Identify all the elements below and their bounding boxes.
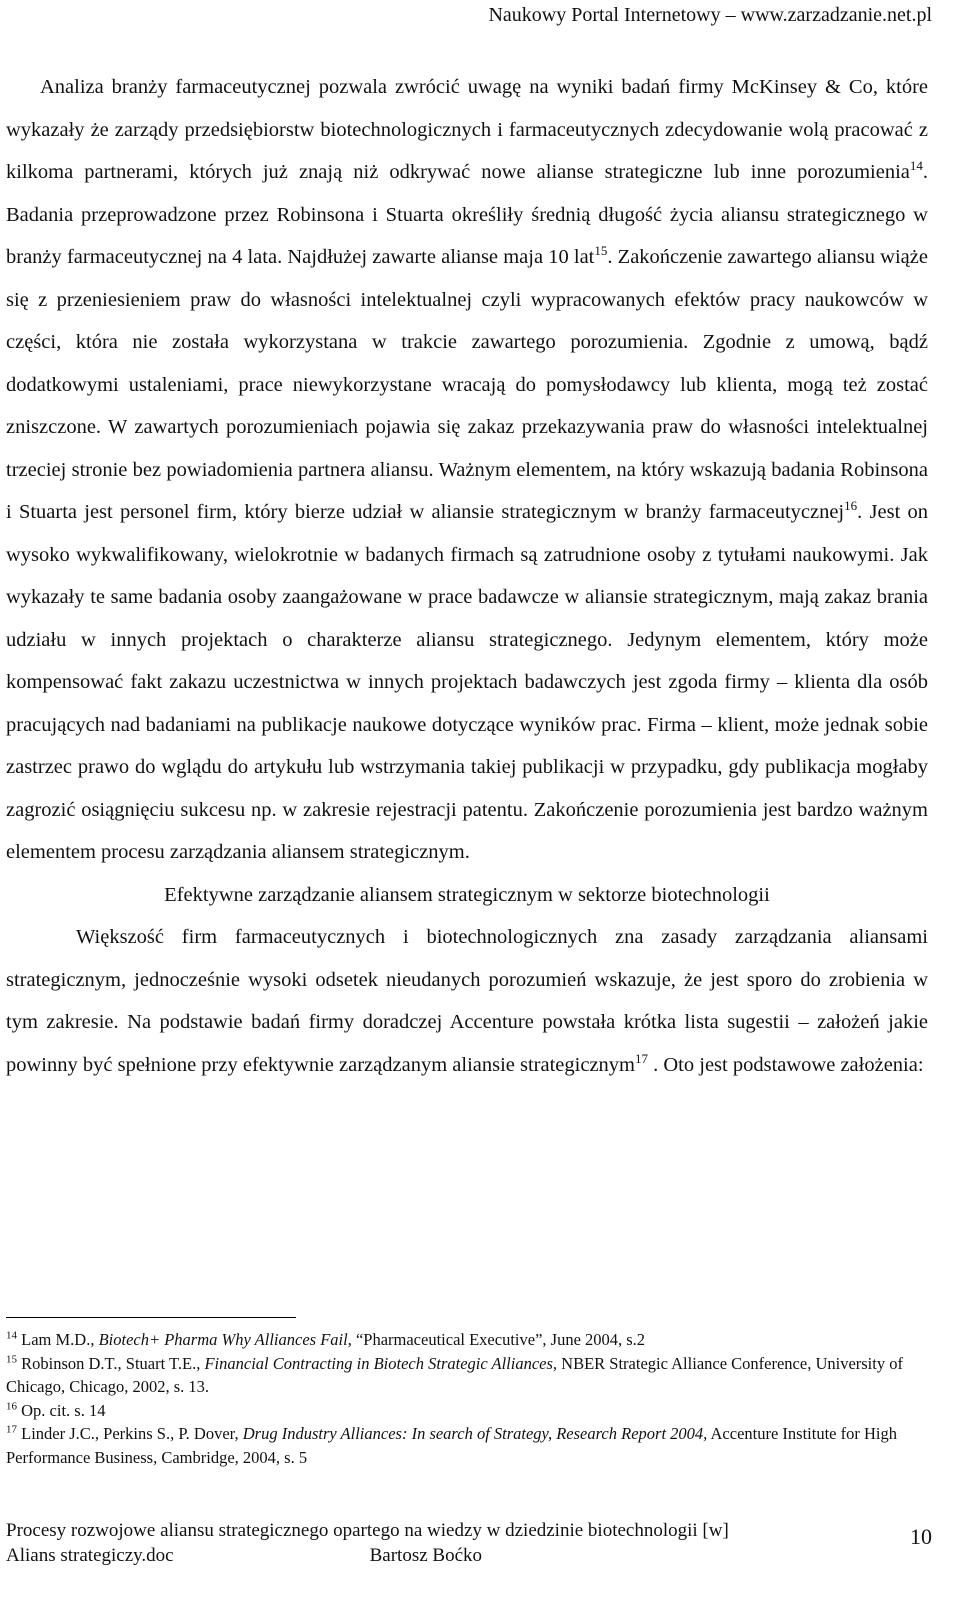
footnote-text: NBER Strategic Alliance Conference, University of Chicago, Chicago, 2002, s. 13.: [6, 1353, 903, 1396]
paragraph-alliance-research: [6, 66, 928, 874]
footnote-item: [6, 1399, 928, 1423]
section-heading: Efektywne zarządzanie aliansem strategicznym w sektorze biotechnologii: [164, 883, 770, 906]
footer-meta: [6, 1543, 886, 1568]
footnote-number: 17: [6, 1423, 17, 1436]
paragraph-text: . Badania przeprowadzone przez Robinsona i Stuarta określiły średnią długość życia aliansu strategicznego w branży farmaceutycznej na 4 lata. Najdłużej zawarte alianse maja 10 lat: [6, 161, 928, 268]
footnote-title: Financial Contracting in Biotech Strategic Alliances,: [204, 1353, 558, 1373]
footnote-item: [6, 1352, 928, 1399]
footer-title: Procesy rozwojowe aliansu strategicznego opartego na wiedzy w dziedzinie biotechnologii [w]: [6, 1520, 729, 1541]
footnotes: [6, 1328, 928, 1469]
footnote-text: , “Pharmaceutical Executive”, June 2004, s.2: [347, 1330, 646, 1349]
footnote-text: Op. cit. s. 14: [17, 1400, 106, 1420]
page-footer: [6, 1518, 886, 1568]
footnote-separator: [6, 1317, 296, 1318]
footnote-number: 16: [6, 1400, 17, 1412]
footnote-text: Linder J.C., Perkins S., P. Dover,: [17, 1424, 243, 1443]
paragraph-text: . Zakończenie zawartego aliansu wiąże się z przeniesieniem praw do własności intelektualnej czyli wypracowanych efektów pracy naukowców w części, która nie została wykorzystana w trakcie zawartego porozumienia. Zgodnie z umową, bądź dodatkowymi ustaleniami, prace niewykorzystane wracają do pomysłodawcy lub klienta, mogą też zostać zniszczone. W zawartych porozumieniach pojawia się zakaz przekazywania praw do własności intelektualnej trzeciej stronie bez powiadomienia partnera aliansu. Ważnym elementem, na który wskazują badania Robinsona i Stuarta jest personel firm, który bierze udział w aliansie strategicznym w branży farmaceutycznej: [6, 246, 928, 523]
footnote-text: Accenture Institute for High Performance Business, Cambridge, 2004, s. 5: [6, 1424, 897, 1467]
footnote-number: 14: [6, 1329, 17, 1342]
body-text: [6, 66, 928, 1086]
footnote-title: Drug Industry Alliances: In search of Strategy, Research Report 2004,: [242, 1424, 708, 1443]
footnote-title: Biotech+ Pharma Why Alliances Fail: [98, 1330, 348, 1349]
footnote-text: Robinson D.T., Stuart T.E.,: [17, 1353, 205, 1373]
footer-author: Bartosz Boćko: [369, 1545, 483, 1566]
footnote-item: [6, 1328, 928, 1352]
footnote-item: [6, 1422, 928, 1469]
paragraph-text: . Jest on wysoko wykwalifikowany, wielokrotnie w badanych firmach są zatrudnione osoby z tytułami naukowymi. Jak wykazały te same badania osoby zaangażowane w prace badawcze w aliansie strategicznym, mają zakaz brania udziału w innych projektach o charakterze aliansu strategicznego. Jedynym elementem, który może kompensować fakt zakazu uczestnictwa w innych projektach badawczych jest zgoda firmy – klienta dla osób pracujących nad badaniami na publikacje naukowe dotyczące wyników prac. Firma – klient, może jednak sobie zastrzec prawo do wglądu do artykułu lub wstrzymania takiej publikacji w przypadku, gdy publikacja mogłaby zagrozić osiągnięciu sukcesu np. w zakresie rejestracji patentu. Zakończenie porozumienia jest bardzo ważnym elementem procesu zarządzania aliansem strategicznym.: [6, 501, 929, 863]
footnote-ref[interactable]: 15: [594, 243, 608, 259]
footnote-ref[interactable]: 16: [844, 498, 858, 514]
paragraph-text: Analiza branży farmaceutycznej pozwala zwrócić uwagę na wyniki badań firmy McKinsey & Co, które wykazały że zarządy przedsiębiorstw biotechnologicznych i farmaceutycznych zdecydowanie wolą pracować z kilkoma partnerami, których już znają niż odkrywać nowe alianse strategiczne lub inne porozumienia: [6, 76, 928, 183]
paragraph-text: Większość firm farmaceutycznych i biotechnologicznych zna zasady zarządzania aliansami strategicznym, jednocześnie wysoki odsetek nieudanych porozumień wskazuje, że jest sporo do zrobienia w tym zakresie. Na podstawie badań firmy doradczej Accenture powstała krótka lista sugestii – założeń jakie powinny być spełnione przy efektywnie zarządzanym aliansie strategicznym: [6, 926, 928, 1076]
paragraph-text: . Oto jest podstawowe założenia:: [648, 1053, 924, 1076]
page-header: Naukowy Portal Internetowy – www.zarzadzanie.net.pl: [488, 4, 932, 26]
paragraph-management: [6, 916, 928, 1086]
page-number: 10: [910, 1524, 932, 1549]
footer-filename: Alians strategiczy.doc: [6, 1545, 174, 1566]
footnote-ref[interactable]: 14: [909, 158, 923, 174]
footnote-ref[interactable]: 17: [635, 1050, 648, 1066]
footnote-text: Lam M.D.,: [17, 1330, 99, 1349]
footnote-number: 15: [6, 1353, 17, 1365]
